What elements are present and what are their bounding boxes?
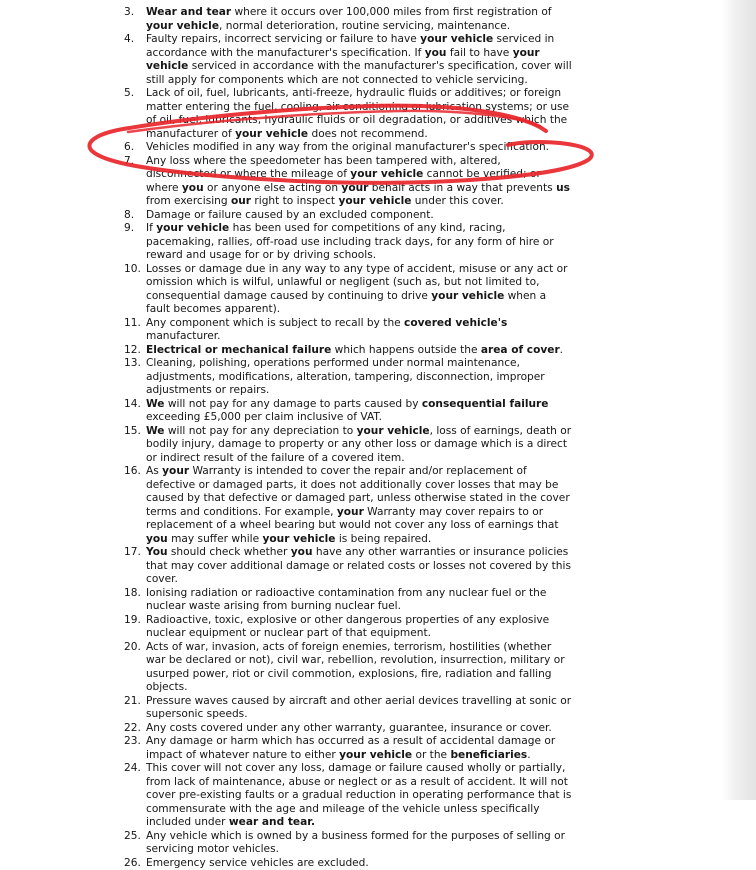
clause-number: 10. — [124, 263, 141, 277]
defined-term: you — [146, 533, 168, 545]
defined-term: your vehicle — [357, 425, 430, 437]
clause-text-run: Pressure waves caused by aircraft and other aerial devices travelling at sonic or supersonic speeds. — [146, 695, 571, 721]
defined-term: area of cover — [481, 344, 560, 356]
clause-number: 3. — [124, 6, 134, 20]
clause-text-run: where it occurs over 100,000 miles from first registration of — [231, 6, 551, 18]
clause-text-run: Any costs covered under any other warranty, guarantee, insurance or cover. — [146, 722, 552, 734]
defined-term: your vehicle — [420, 33, 493, 45]
clause-text — [146, 762, 571, 828]
clause-item — [124, 33, 572, 87]
exclusions-list — [124, 6, 572, 870]
clause-number: 8. — [124, 209, 134, 223]
clause-item — [124, 546, 572, 587]
clause-text — [146, 263, 567, 316]
clause-text — [146, 317, 507, 343]
clause-text — [146, 587, 546, 613]
clause-text-run: have any other warranties or insurance policies that may cover additional damage or related costs or losses not covered by this cover. — [146, 546, 571, 585]
defined-term: your vehicle — [431, 290, 504, 302]
defined-term: you — [291, 546, 313, 558]
clause-item — [124, 695, 572, 722]
clause-number: 26. — [124, 857, 141, 870]
defined-term: your vehicle — [350, 168, 423, 180]
clause-text-run: or anyone else acting on — [204, 182, 342, 194]
clause-text-run: Cleaning, polishing, operations performed under normal maintenance, adjustments, modifications, alteration, tampering, disconnection, improper adjustments or repairs. — [146, 357, 545, 396]
defined-term: us — [556, 182, 570, 194]
clause-text-run: from exercising — [146, 195, 231, 207]
defined-term: your vehicle — [156, 222, 229, 234]
clause-text — [146, 344, 563, 356]
defined-term: you — [425, 47, 447, 59]
clause-text — [146, 735, 555, 761]
clause-number: 14. — [124, 398, 141, 412]
clause-number: 22. — [124, 722, 141, 736]
clause-text-run: Faulty repairs, incorrect servicing or failure to have — [146, 33, 420, 45]
clause-number: 9. — [124, 222, 134, 236]
defined-term: your vehicle — [262, 533, 335, 545]
defined-term: Electrical or mechanical failure — [146, 344, 331, 356]
clause-text-run: will not pay for any depreciation to — [165, 425, 357, 437]
clause-item — [124, 425, 572, 466]
clause-text — [146, 87, 569, 140]
clause-text-run: , loss of earnings, death or bodily injury, damage to property or any other loss or damage which is a direct or indirect result of the failure of a covered item. — [146, 425, 571, 464]
clause-text-run: Vehicles modified in any way from the original manufacturer's specification. — [146, 141, 549, 153]
page-edge-shadow — [722, 0, 756, 800]
defined-term: your — [341, 182, 368, 194]
clause-text — [146, 546, 571, 585]
clause-number: 23. — [124, 735, 141, 749]
clause-text-run: under this cover. — [411, 195, 503, 207]
clause-text-run: or the — [412, 749, 450, 761]
clause-number: 18. — [124, 587, 141, 601]
clause-number: 16. — [124, 465, 141, 479]
clause-item — [124, 222, 572, 263]
clause-number: 19. — [124, 614, 141, 628]
clause-item — [124, 735, 572, 762]
clause-text — [146, 425, 571, 464]
clause-number: 12. — [124, 344, 141, 358]
defined-term: your — [162, 465, 189, 477]
defined-term: your vehicle — [338, 195, 411, 207]
clause-text — [146, 398, 548, 424]
clause-number: 21. — [124, 695, 141, 709]
defined-term: your — [337, 506, 364, 518]
clause-item — [124, 398, 572, 425]
defined-term: We — [146, 425, 165, 437]
clause-text-run: is being repaired. — [335, 533, 431, 545]
clause-text-run: exceeding £5,000 per claim inclusive of VAT. — [146, 411, 382, 423]
clause-text — [146, 141, 549, 153]
clause-item — [124, 857, 572, 870]
clause-item — [124, 87, 572, 141]
clause-text-run: Acts of war, invasion, acts of foreign enemies, terrorism, hostilities (whether war be declared or not), civil war, rebellion, revolution, insurrection, military or usurped power, riot or civil commotion, explosions, fire, radiation and falling objects. — [146, 641, 565, 694]
clause-item — [124, 830, 572, 857]
clause-text-run: Losses or damage due in any way to any type of accident, misuse or any act or omission which is wilful, unlawful or negligent (such as, but not limited to, consequential damage caused by continuing to drive — [146, 263, 567, 302]
clause-number: 7. — [124, 155, 134, 169]
clause-number: 17. — [124, 546, 141, 560]
clause-item — [124, 6, 572, 33]
defined-term: Wear and tear — [146, 6, 231, 18]
clause-number: 15. — [124, 425, 141, 439]
clause-text — [146, 614, 549, 640]
clause-text — [146, 357, 545, 396]
clause-text-run: Any loss where the speedometer has been tampered with, altered, disconnected or where the mileage of — [146, 155, 501, 181]
clause-item — [124, 465, 572, 546]
defined-term: your vehicle — [146, 20, 219, 32]
clause-item — [124, 209, 572, 223]
clause-text — [146, 830, 565, 856]
clause-text-run: which happens outside the — [331, 344, 481, 356]
clause-text — [146, 641, 565, 694]
clause-number: 6. — [124, 141, 134, 155]
clause-text-run: Warranty is intended to cover the repair and/or replacement of defective or damaged parts, it does not additionally cover losses that may be caused by that defective or damaged part, unless otherwise stated in the cover terms and conditions. For example, — [146, 465, 570, 518]
clause-text-run: Any vehicle which is owned by a business formed for the purposes of selling or servicing motor vehicles. — [146, 830, 565, 856]
clause-text-run: . — [560, 344, 563, 356]
defined-term: your vehicle — [235, 128, 308, 140]
clause-number: 11. — [124, 317, 141, 331]
defined-term: beneficiaries — [450, 749, 527, 761]
defined-term: your vehicle — [146, 47, 540, 73]
clause-text — [146, 695, 571, 721]
clause-text — [146, 209, 434, 221]
clause-text-run: when a fault becomes apparent). — [146, 290, 546, 316]
clause-text — [146, 465, 570, 545]
clause-text-run: Lack of oil, fuel, lubricants, anti-freeze, hydraulic fluids or additives; or foreign matter entering the fuel, cooling, air conditioning or lubrication systems; or use of oil, fuel, lubricants, hydraulic fluids or oil degradation, or additives which the manufacturer of — [146, 87, 569, 140]
clause-text-run: Radioactive, toxic, explosive or other dangerous properties of any explosive nuclear equipment or nuclear part of that equipment. — [146, 614, 549, 640]
clause-number: 5. — [124, 87, 134, 101]
clause-text-run: cannot be verified; or where — [146, 168, 541, 194]
clause-text-run: Warranty may cover repairs to or replacement of a wheel bearing but would not cover any loss of earnings that — [146, 506, 559, 532]
clause-item — [124, 722, 572, 736]
clause-text-run: manufacturer. — [146, 330, 221, 342]
clause-text-run: Damage or failure caused by an excluded component. — [146, 209, 434, 221]
clause-text-run: should check whether — [168, 546, 291, 558]
clause-number: 13. — [124, 357, 141, 371]
clause-text-run: may suffer while — [168, 533, 263, 545]
clause-item — [124, 587, 572, 614]
clause-text-run: Emergency service vehicles are excluded. — [146, 857, 369, 869]
defined-term: covered vehicle's — [404, 317, 507, 329]
clause-text-run: serviced in accordance with the manufacturer's specification, cover will still apply for components which are not connected to vehicle servicing. — [146, 60, 572, 86]
clause-text-run: will not pay for any damage to parts caused by — [165, 398, 422, 410]
clause-number: 25. — [124, 830, 141, 844]
clause-text-run: , normal deterioration, routine servicing, maintenance. — [219, 20, 510, 32]
clause-text-run: Any component which is subject to recall by the — [146, 317, 404, 329]
clause-text-run: Any damage or harm which has occurred as a result of accidental damage or impact of whatever nature to either — [146, 735, 555, 761]
clause-text-run: fail to have — [446, 47, 512, 59]
defined-term: you — [182, 182, 204, 194]
clause-text-run: Ionising radiation or radioactive contamination from any nuclear fuel or the nuclear waste arising from burning nuclear fuel. — [146, 587, 546, 613]
clause-number: 20. — [124, 641, 141, 655]
clause-number: 24. — [124, 762, 141, 776]
clause-item — [124, 263, 572, 317]
clause-item — [124, 344, 572, 358]
clause-text — [146, 857, 369, 869]
clause-text-run: As — [146, 465, 162, 477]
clause-text-run: If — [146, 222, 156, 234]
defined-term: consequential failure — [422, 398, 549, 410]
clause-text-run: behalf acts in a way that prevents — [368, 182, 556, 194]
clause-item — [124, 155, 572, 209]
clause-text-run: This cover will not cover any loss, damage or failure caused wholly or partially, from lack of maintenance, abuse or neglect or as a result of accident. It will not cover pre-existing faults or a gradual reduction in operating performance that is commensurate with the age and mileage of the vehicle unless specifically included under — [146, 762, 571, 828]
clause-text — [146, 33, 572, 86]
clause-text — [146, 155, 570, 208]
clause-item — [124, 614, 572, 641]
clause-item — [124, 317, 572, 344]
clause-text-run: . — [527, 749, 530, 761]
defined-term: You — [146, 546, 168, 558]
clause-number: 4. — [124, 33, 134, 47]
clause-item — [124, 762, 572, 830]
defined-term: your vehicle — [339, 749, 412, 761]
clause-text-run: does not recommend. — [308, 128, 428, 140]
defined-term: We — [146, 398, 165, 410]
defined-term: wear and tear. — [229, 816, 315, 828]
clause-text — [146, 722, 552, 734]
clause-item — [124, 141, 572, 155]
defined-term: our — [231, 195, 251, 207]
clause-text — [146, 6, 552, 32]
clause-item — [124, 357, 572, 398]
clause-item — [124, 641, 572, 695]
clause-text-run: right to inspect — [251, 195, 338, 207]
clause-text-run: has been used for competitions of any kind, racing, pacemaking, rallies, off-road use including track days, for any form of hire or reward and usage for or by driving schools. — [146, 222, 554, 261]
clause-text-run: serviced in accordance with the manufacturer's specification. If — [146, 33, 554, 59]
clause-text — [146, 222, 554, 261]
